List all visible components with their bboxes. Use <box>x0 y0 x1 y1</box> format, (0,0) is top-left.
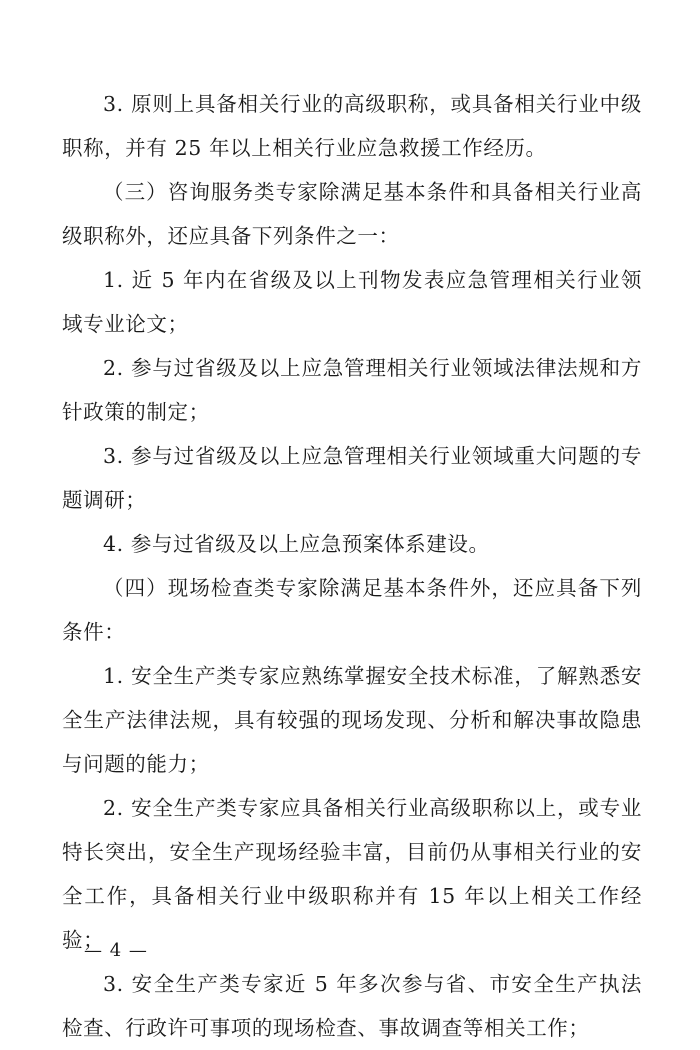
paragraph-section-4-inspection: （四）现场检查类专家除满足基本条件外，还应具备下列条件： <box>62 576 642 644</box>
paragraph-section-3-consulting: （三）咨询服务类专家除满足基本条件和具备相关行业高级职称外，还应具备下列条件之一： <box>62 180 642 248</box>
paragraph-item-1-standards: 1. 安全生产类专家应熟练掌握安全技术标准，了解熟悉安全生产法律法规，具有较强的现场发现、分析和解决事故隐患与问题的能力； <box>62 664 642 776</box>
paragraph-item-3-senior-title: 3. 原则上具备相关行业的高级职称，或具备相关行业中级职称，并有 25 年以上相关行业应急救援工作经历。 <box>62 92 642 160</box>
paragraph-item-4-plans: 4. 参与过省级及以上应急预案体系建设。 <box>103 532 490 556</box>
document-body <box>62 82 642 1050</box>
page-number: — 4 — <box>84 940 148 961</box>
paragraph-item-2-regulations: 2. 参与过省级及以上应急管理相关行业领域法律法规和方针政策的制定； <box>62 356 642 424</box>
paragraph-item-2-qualification: 2. 安全生产类专家应具备相关行业高级职称以上，或专业特长突出，安全生产现场经验丰富，目前仍从事相关行业的安全工作，具备相关行业中级职称并有 15 年以上相关工作经验； <box>62 796 642 952</box>
paragraph-item-1-papers: 1. 近 5 年内在省级及以上刊物发表应急管理相关行业领域专业论文； <box>62 268 642 336</box>
paragraph-item-3-experience: 3. 安全生产类专家近 5 年多次参与省、市安全生产执法检查、行政许可事项的现场检查、事故调查等相关工作； <box>62 972 642 1040</box>
paragraph-item-3-research: 3. 参与过省级及以上应急管理相关行业领域重大问题的专题调研； <box>62 444 642 512</box>
